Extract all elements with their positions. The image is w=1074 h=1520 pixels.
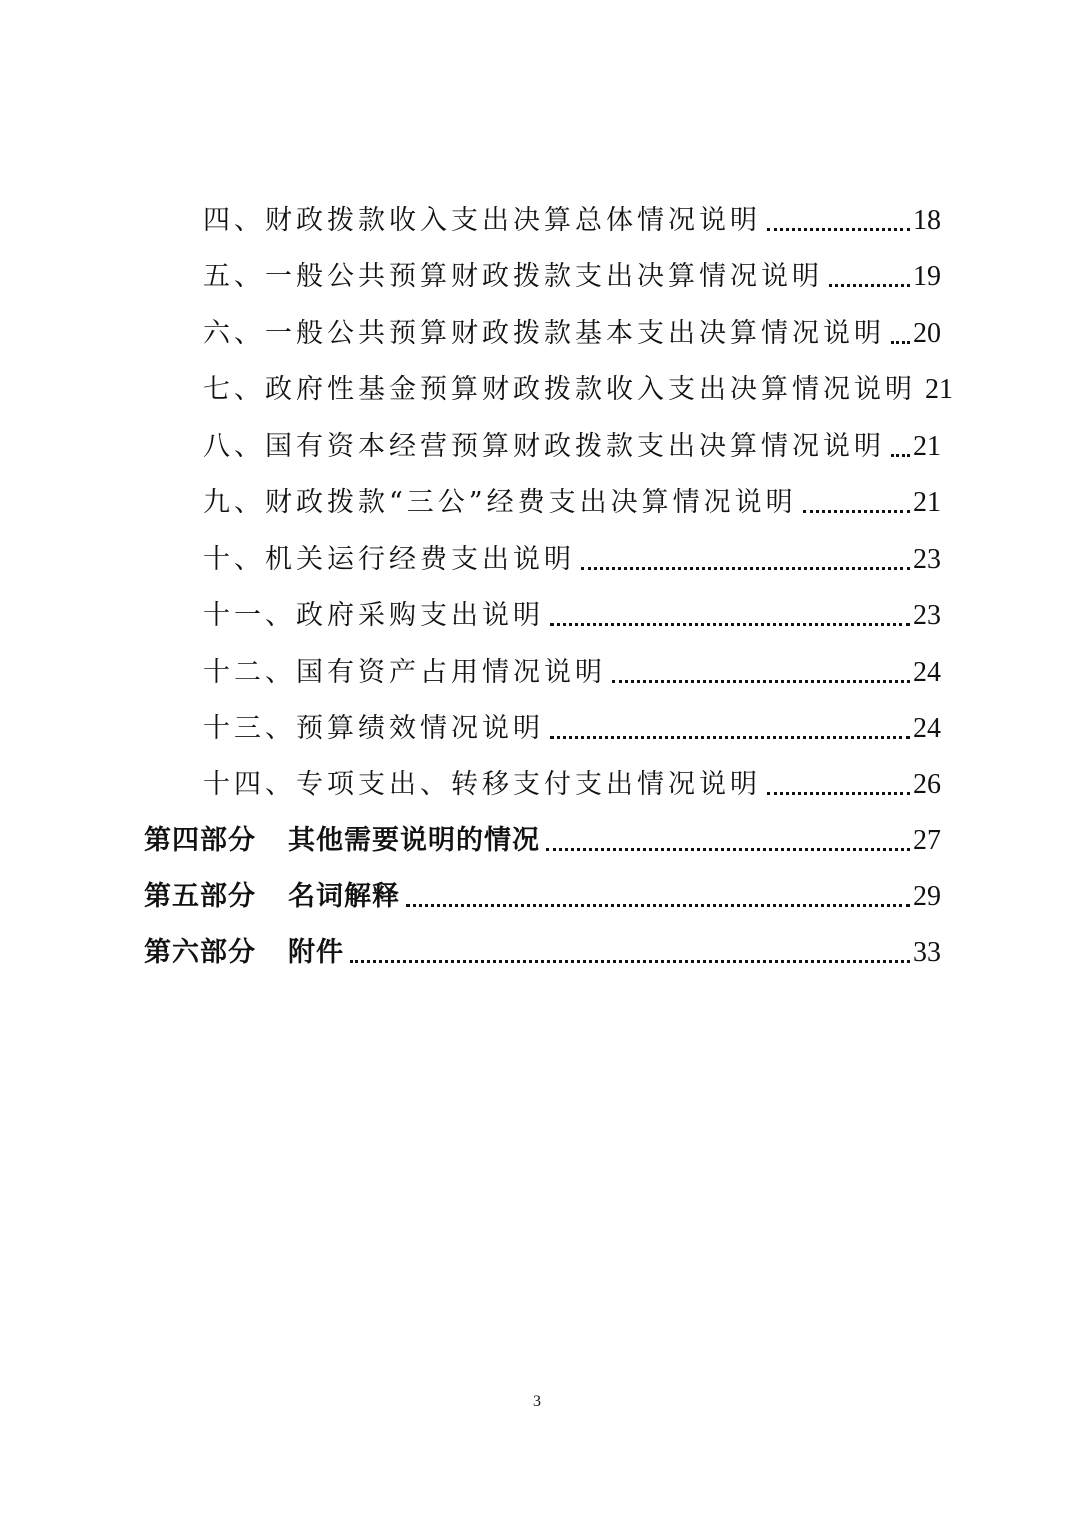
toc-part-entry[interactable] (144, 874, 941, 914)
toc-entry[interactable] (203, 762, 941, 802)
toc-part-label: 第六部分 (144, 937, 256, 968)
toc-entry-title: 十二、国有资产占用情况说明 (203, 657, 606, 688)
toc-entry[interactable] (203, 254, 941, 294)
toc-entry-page: 18 (913, 205, 941, 236)
dot-leader (767, 792, 910, 795)
toc-entry-title: 十一、政府采购支出说明 (203, 600, 544, 631)
toc-entry[interactable] (203, 424, 941, 464)
toc-entry[interactable] (203, 537, 941, 577)
toc-entry[interactable] (203, 480, 941, 520)
toc-entry-title: 八、国有资本经营预算财政拨款支出决算情况说明 (203, 431, 885, 462)
toc-entry-page: 21 (913, 431, 941, 462)
dot-leader (550, 736, 910, 739)
toc-entry[interactable] (203, 706, 941, 746)
toc-entry-page: 21 (913, 487, 941, 518)
dot-leader (767, 228, 910, 231)
dot-leader (546, 848, 910, 851)
toc-entry-title: 十三、预算绩效情况说明 (203, 713, 544, 744)
toc-part-entry[interactable] (144, 930, 941, 970)
toc-entry-page: 21 (925, 374, 953, 405)
toc-part-page: 33 (913, 937, 941, 968)
dot-leader (612, 680, 910, 683)
toc-part-title: 其他需要说明的情况 (288, 825, 540, 856)
toc-entry-page: 20 (913, 318, 941, 349)
toc-entry-title: 五、一般公共预算财政拨款支出决算情况说明 (203, 261, 823, 292)
toc-part-entry[interactable] (144, 818, 941, 858)
toc-entry-title: 七、政府性基金预算财政拨款收入支出决算情况说明 (203, 374, 916, 405)
dot-leader (803, 510, 910, 513)
toc-entry-title: 四、财政拨款收入支出决算总体情况说明 (203, 205, 761, 236)
toc-entry[interactable] (203, 367, 953, 407)
toc-entry[interactable] (203, 311, 941, 351)
toc-part-label: 第四部分 (144, 825, 256, 856)
toc-entry-page: 19 (913, 261, 941, 292)
toc-entry[interactable] (203, 198, 941, 238)
toc-part-page: 29 (913, 881, 941, 912)
toc-entry-page: 23 (913, 600, 941, 631)
toc-part-page: 27 (913, 825, 941, 856)
toc-entry-page: 24 (913, 657, 941, 688)
dot-leader (891, 341, 910, 344)
toc-entry-page: 24 (913, 713, 941, 744)
toc-entry[interactable] (203, 650, 941, 690)
dot-leader (581, 567, 910, 570)
toc-entry-title: 六、一般公共预算财政拨款基本支出决算情况说明 (203, 318, 885, 349)
dot-leader (350, 960, 910, 963)
dot-leader (829, 284, 910, 287)
dot-leader (550, 623, 910, 626)
toc-entry-title: 十、机关运行经费支出说明 (203, 544, 575, 575)
toc-entry-title: 九、财政拨款“三公”经费支出决算情况说明 (203, 487, 797, 518)
dot-leader (891, 454, 910, 457)
toc-part-label: 第五部分 (144, 881, 256, 912)
toc-entry-title: 十四、专项支出、转移支付支出情况说明 (203, 769, 761, 800)
toc-part-title: 附件 (288, 937, 344, 968)
toc-entry-page: 26 (913, 769, 941, 800)
page-number: 3 (533, 1393, 541, 1410)
toc-part-title: 名词解释 (288, 881, 400, 912)
toc-entry-page: 23 (913, 544, 941, 575)
dot-leader (406, 904, 910, 907)
toc-entry[interactable] (203, 593, 941, 633)
